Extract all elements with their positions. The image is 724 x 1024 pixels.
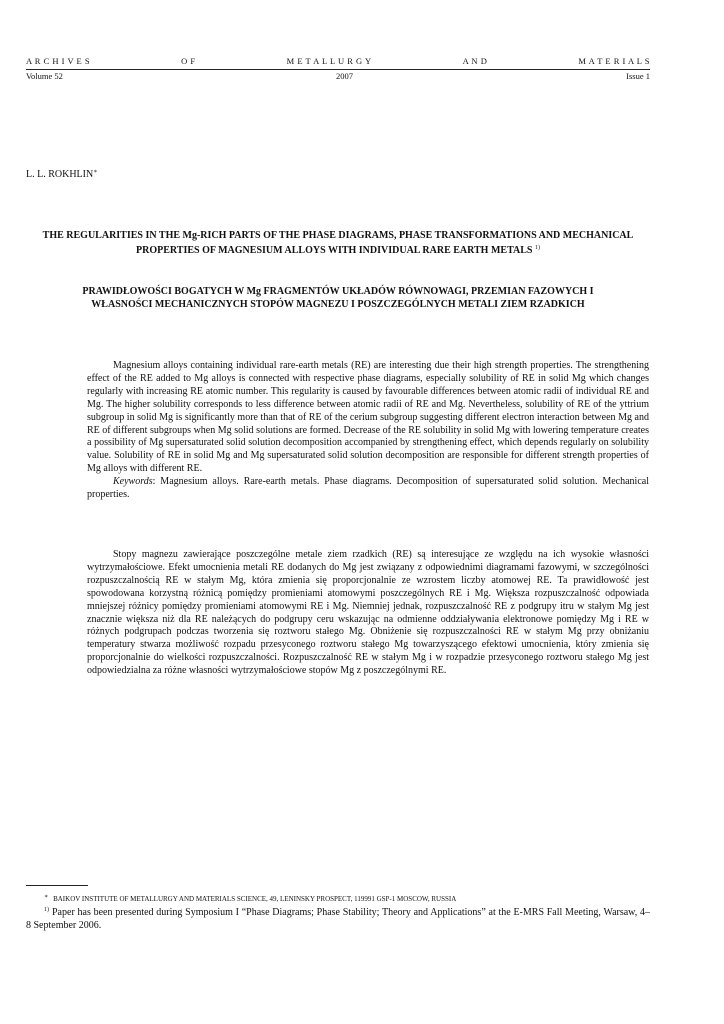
keywords-text: : Magnesium alloys. Rare-earth metals. Phase diagrams. Decomposition of supersaturated solid solution. Mechanical properties. — [87, 476, 649, 501]
footnote-affiliation — [44, 893, 650, 904]
paper-title-polish — [60, 285, 616, 311]
year-label: 2007 — [336, 71, 354, 81]
abstract-polish — [87, 549, 649, 678]
journal-running-head — [26, 56, 650, 66]
journal-word: A N D — [462, 56, 488, 66]
journal-word: M E T A L L U R G Y — [286, 56, 372, 66]
abstract-english — [87, 360, 649, 502]
affiliation-mark: ∗ — [44, 894, 49, 900]
author-name: L. L. ROKHLIN — [26, 169, 94, 180]
author-line — [26, 168, 97, 180]
journal-word: M A T E R I A L S — [578, 56, 650, 66]
paper-title — [26, 229, 650, 257]
journal-word: O F — [181, 56, 196, 66]
presentation-text: Paper has been presented during Symposium I “Phase Diagrams; Phase Stability; Theory and Applications” at the E-MRS Fall Meeting, Warsaw, 4–8 September 2006. — [26, 907, 650, 931]
title-footnote-mark: 1) — [534, 245, 540, 251]
presentation-mark: 1) — [44, 907, 49, 913]
header-divider — [26, 69, 650, 70]
footnote-divider — [26, 885, 88, 886]
journal-word: A R C H I V E S — [26, 56, 91, 66]
affiliation-text: BAIKOV INSTITUTE OF METALLURGY AND MATERIALS SCIENCE, 49, LENINSKY PROSPECT, 119991 GSP-1 MOSCOW, RUSSIA — [53, 895, 457, 903]
paper-title-text: THE REGULARITIES IN THE Mg-RICH PARTS OF THE PHASE DIAGRAMS, PHASE TRANSFORMATIONS AND MECHANICAL PROPERTIES OF MAGNESIUM ALLOYS WITH INDIVIDUAL RARE EARTH METALS — [42, 230, 634, 256]
author-footnote-mark: ∗ — [93, 169, 98, 175]
keywords-line — [87, 476, 649, 502]
paper-title-polish-text: PRAWIDŁOWOŚCI BOGATYCH W Mg FRAGMENTÓW UKŁADÓW RÓWNOWAGI, PRZEMIAN FAZOWYCH I WŁASNOŚCI MECHANICZNYCH STOPÓW MAGNEZU I POSZCZEGÓLNYCH METALI ZIEM RZADKICH — [82, 286, 594, 310]
footnote-presentation — [26, 904, 650, 932]
keywords-label: Keywords — [113, 476, 153, 488]
volume-label: Volume 52 — [26, 71, 63, 81]
issue-info — [26, 71, 650, 81]
abstract-polish-body: Stopy magnezu zawierające poszczególne metale ziem rzadkich (RE) są interesujące ze względu na ich wysokie własności wytrzymałościowe. Efekt umocnienia metali RE dodanych do Mg jest związany z odpowiednimi diagramami fazowymi, w szczególności rozpuszczalnością RE w stałym Mg, która zmienia się proporcjonalnie ze wzrostem liczby atomowej RE. Ta prawidłowość jest spowodowana korzystną różnicą pomiędzy promieniami atomowymi poszczególnych RE i Mg. Większa rozpuszczalność odpowiada mniejszej różnicy pomiędzy promieniami atomowymi RE i Mg. Niemniej jednak, rozpuszczalność RE z podgrupy itru w stałym Mg jest znacznie większa niż dla RE należących do podgrupy ceru wskazując na odmienne oddziaływania elektronowe pomiędzy Mg i RE w różnych podgrupach podczas tworzenia się roztworu stałego Mg. Obniżenie się rozpuszczalności RE w stałym Mg przy obniżaniu temperatury stwarza możliwość rozpadu przesyconego roztworu stałego Mg towarzyszącego efektowi umocnienia, który zmienia się proporcjonalnie do wielkości rozpuszczalności. Rozpuszczalność RE w stałym Mg i w rozpadzie przesyconego roztworu stałego Mg jest odpowiedzialna za różne własności wytrzymałościowe stopów Mg z poszczególnymi RE. — [87, 549, 649, 677]
issue-label: Issue 1 — [626, 71, 650, 81]
abstract-body: Magnesium alloys containing individual rare-earth metals (RE) are interesting due their high strength properties. The strengthening effect of the RE added to Mg alloys is connected with respective phase diagrams, especially solubility of RE in solid Mg which changes regularly with increasing RE atomic number. This regularity is caused by favourable differences between atomic radii of individual RE and Mg. The higher solubility corresponds to less difference between atomic radii of RE and Mg. Nevertheless, solubility of RE of the yttrium subgroup in solid Mg is significantly more than that of RE of the cerium subgroup suggesting different electron interaction between Mg and RE of different subgroups when Mg solid solutions are formed. Decrease of the RE solubility in solid Mg with lowering temperature creates a possibility of Mg supersaturated solid solution decomposition accompanied by strengthening effect, which depends regularly on solubility value. Solubility of RE in solid Mg and Mg supersaturated solid solution decomposition are responsible for different strength properties of Mg alloys with different RE. — [87, 360, 649, 475]
